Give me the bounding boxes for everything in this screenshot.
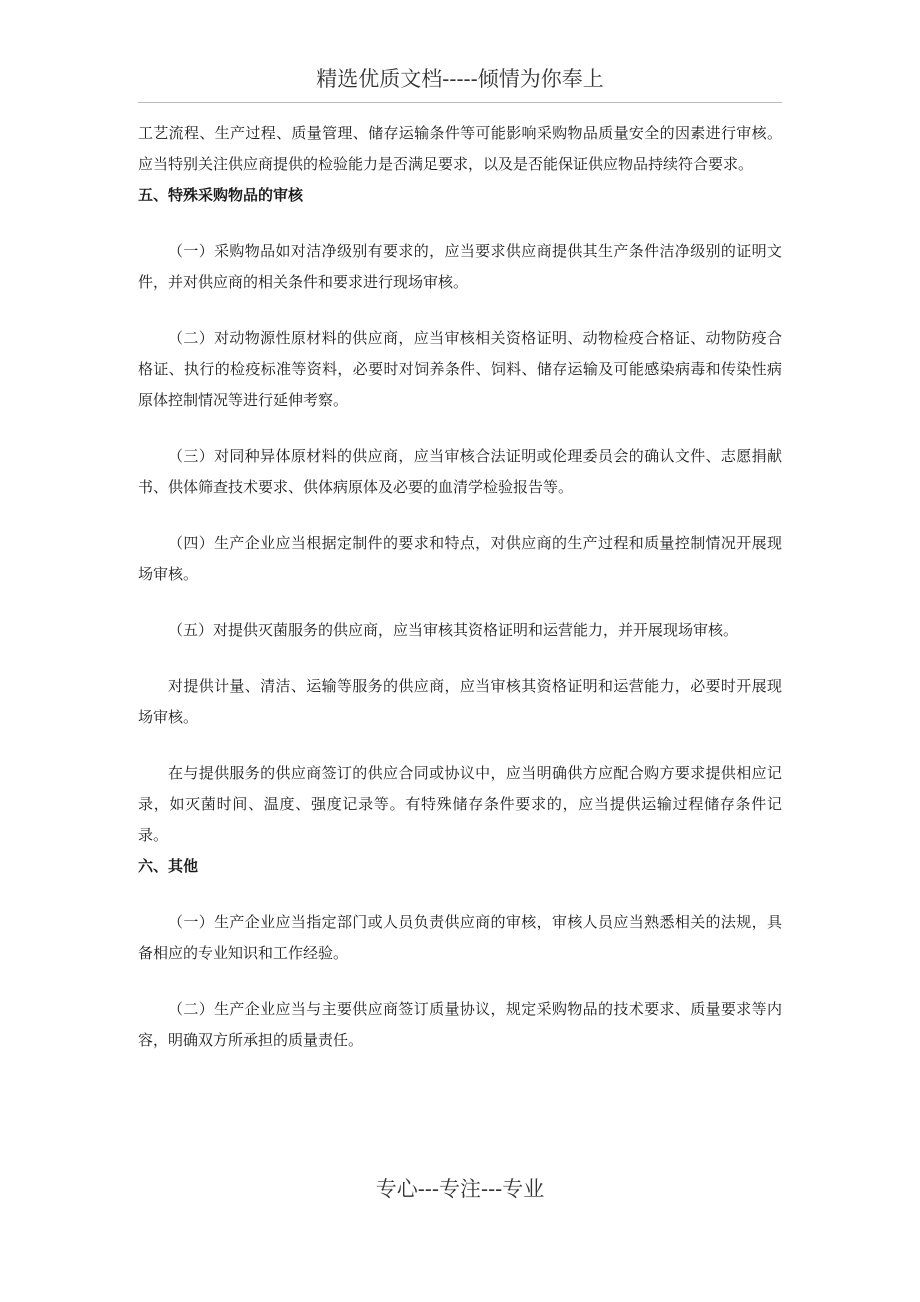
paragraph-6-2: （二）生产企业应当与主要供应商签订质量协议，规定采购物品的技术要求、质量要求等内容，明确双方所承担的质量责任。 bbox=[138, 1000, 782, 1049]
paragraph-5-2: （二）对动物源性原材料的供应商，应当审核相关资格证明、动物检疫合格证、动物防疫合格证、执行的检疫标准等资料，必要时对饲养条件、饲料、储存运输及可能感染病毒和传染性病原体控制情况等进行延伸考察。 bbox=[138, 329, 782, 409]
paragraph-5-3: （三）对同种异体原材料的供应商，应当审核合法证明或伦理委员会的确认文件、志愿捐献书、供体筛查技术要求、供体病原体及必要的血清学检验报告等。 bbox=[138, 447, 782, 496]
paragraph-5-4: （四）生产企业应当根据定制件的要求和特点，对供应商的生产过程和质量控制情况开展现场审核。 bbox=[138, 534, 782, 583]
footer-text: 专心---专注---专业 bbox=[375, 1177, 545, 1201]
header-title: 精选优质文档-----倾情为你奉上 bbox=[316, 67, 604, 91]
paragraph-5-7: 在与提供服务的供应商签订的供应合同或协议中，应当明确供方应配合购方要求提供相应记录，如灭菌时间、温度、强度记录等。有特殊储存条件要求的，应当提供运输过程储存条件记录。 bbox=[138, 764, 782, 844]
document-body bbox=[138, 118, 782, 1056]
page-footer bbox=[138, 1172, 782, 1206]
section-heading-6: 六、其他 bbox=[138, 857, 199, 875]
paragraph-6-1: （一）生产企业应当指定部门或人员负责供应商的审核，审核人员应当熟悉相关的法规，具备相应的专业知识和工作经验。 bbox=[138, 913, 782, 962]
page-header bbox=[138, 62, 782, 103]
section-heading-5: 五、特殊采购物品的审核 bbox=[138, 186, 304, 204]
paragraph-5-1: （一）采购物品如对洁净级别有要求的，应当要求供应商提供其生产条件洁净级别的证明文件，并对供应商的相关条件和要求进行现场审核。 bbox=[138, 242, 782, 291]
paragraph-5-5: （五）对提供灭菌服务的供应商，应当审核其资格证明和运营能力，并开展现场审核。 bbox=[168, 621, 739, 639]
paragraph-5-6: 对提供计量、清洁、运输等服务的供应商，应当审核其资格证明和运营能力，必要时开展现场审核。 bbox=[138, 677, 782, 726]
paragraph-continued: 工艺流程、生产过程、质量管理、储存运输条件等可能影响采购物品质量安全的因素进行审核。应当特别关注供应商提供的检验能力是否满足要求，以及是否能保证供应物品持续符合要求。 bbox=[138, 124, 782, 173]
